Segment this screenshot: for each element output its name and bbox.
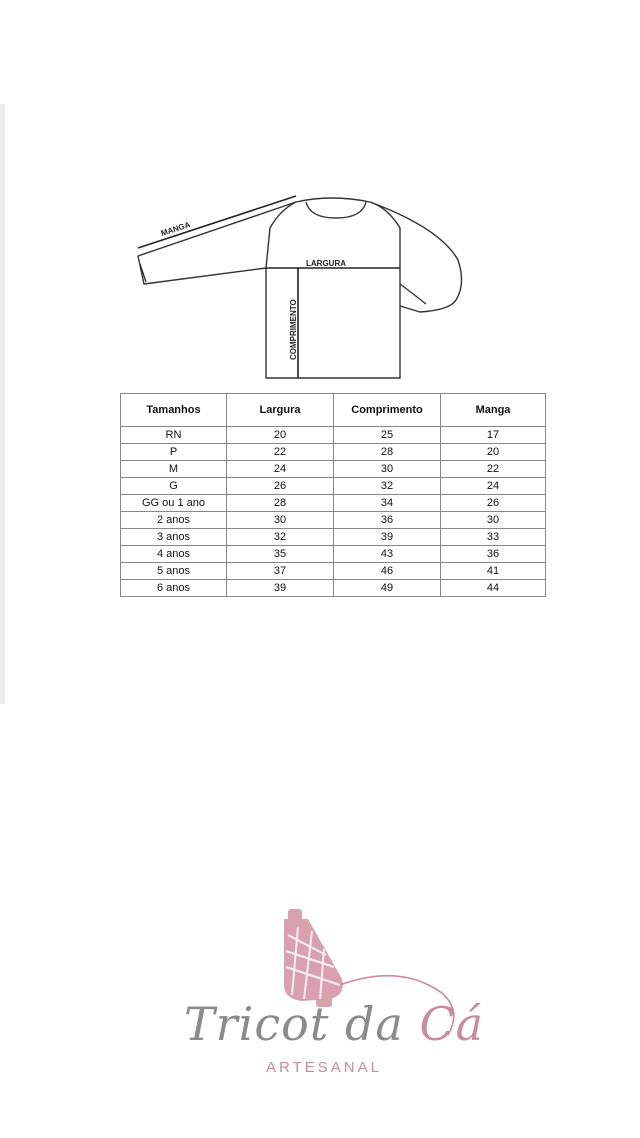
table-row (121, 529, 546, 546)
brand-logo (180, 905, 485, 1085)
brand-name-accent: Cá (419, 997, 485, 1051)
cell-comprimento: 43 (334, 546, 441, 563)
header-tamanhos: Tamanhos (121, 394, 227, 427)
cell-comprimento: 25 (334, 427, 441, 444)
cell-comprimento: 46 (334, 563, 441, 580)
cell-size: G (121, 478, 227, 495)
brand-name-main: Tricot da (184, 997, 420, 1051)
largura-label: LARGURA (306, 259, 346, 268)
cell-comprimento: 49 (334, 580, 441, 597)
cell-manga: 44 (441, 580, 546, 597)
cell-comprimento: 28 (334, 444, 441, 461)
cell-largura: 28 (227, 495, 334, 512)
cell-largura: 30 (227, 512, 334, 529)
size-table (120, 393, 546, 597)
brand-subtitle: ARTESANAL (266, 1059, 382, 1076)
manga-line (138, 196, 296, 248)
cell-largura: 37 (227, 563, 334, 580)
cell-size: 4 anos (121, 546, 227, 563)
cell-manga: 24 (441, 478, 546, 495)
cell-largura: 26 (227, 478, 334, 495)
cell-comprimento: 39 (334, 529, 441, 546)
cell-size: RN (121, 427, 227, 444)
cell-manga: 36 (441, 546, 546, 563)
cell-comprimento: 34 (334, 495, 441, 512)
cell-largura: 35 (227, 546, 334, 563)
cell-manga: 33 (441, 529, 546, 546)
sweater-outline (120, 188, 520, 388)
cell-comprimento: 30 (334, 461, 441, 478)
brand-name (184, 997, 484, 1051)
table-row (121, 546, 546, 563)
manga-label: MANGA (159, 220, 192, 238)
table-row (121, 444, 546, 461)
cell-manga: 26 (441, 495, 546, 512)
header-largura: Largura (227, 394, 334, 427)
cell-largura: 24 (227, 461, 334, 478)
sweater-diagram (120, 188, 520, 388)
table-row (121, 478, 546, 495)
cell-size: 6 anos (121, 580, 227, 597)
table-row (121, 427, 546, 444)
cell-largura: 20 (227, 427, 334, 444)
cell-size: 2 anos (121, 512, 227, 529)
cell-manga: 30 (441, 512, 546, 529)
cell-size: M (121, 461, 227, 478)
cell-largura: 32 (227, 529, 334, 546)
table-row (121, 495, 546, 512)
cell-comprimento: 32 (334, 478, 441, 495)
table-row (121, 512, 546, 529)
cell-comprimento: 36 (334, 512, 441, 529)
comprimento-label: COMPRIMENTO (289, 299, 298, 360)
cell-manga: 22 (441, 461, 546, 478)
table-header-row (121, 394, 546, 427)
table-row (121, 580, 546, 597)
cell-largura: 39 (227, 580, 334, 597)
yarn-cone-icon (180, 905, 470, 1085)
cell-largura: 22 (227, 444, 334, 461)
left-edge-rule (0, 104, 5, 704)
cell-size: 5 anos (121, 563, 227, 580)
cell-size: P (121, 444, 227, 461)
cell-manga: 20 (441, 444, 546, 461)
cell-size: GG ou 1 ano (121, 495, 227, 512)
cell-size: 3 anos (121, 529, 227, 546)
table-row (121, 461, 546, 478)
header-manga: Manga (441, 394, 546, 427)
table-row (121, 563, 546, 580)
cell-manga: 41 (441, 563, 546, 580)
header-comprimento: Comprimento (334, 394, 441, 427)
cell-manga: 17 (441, 427, 546, 444)
